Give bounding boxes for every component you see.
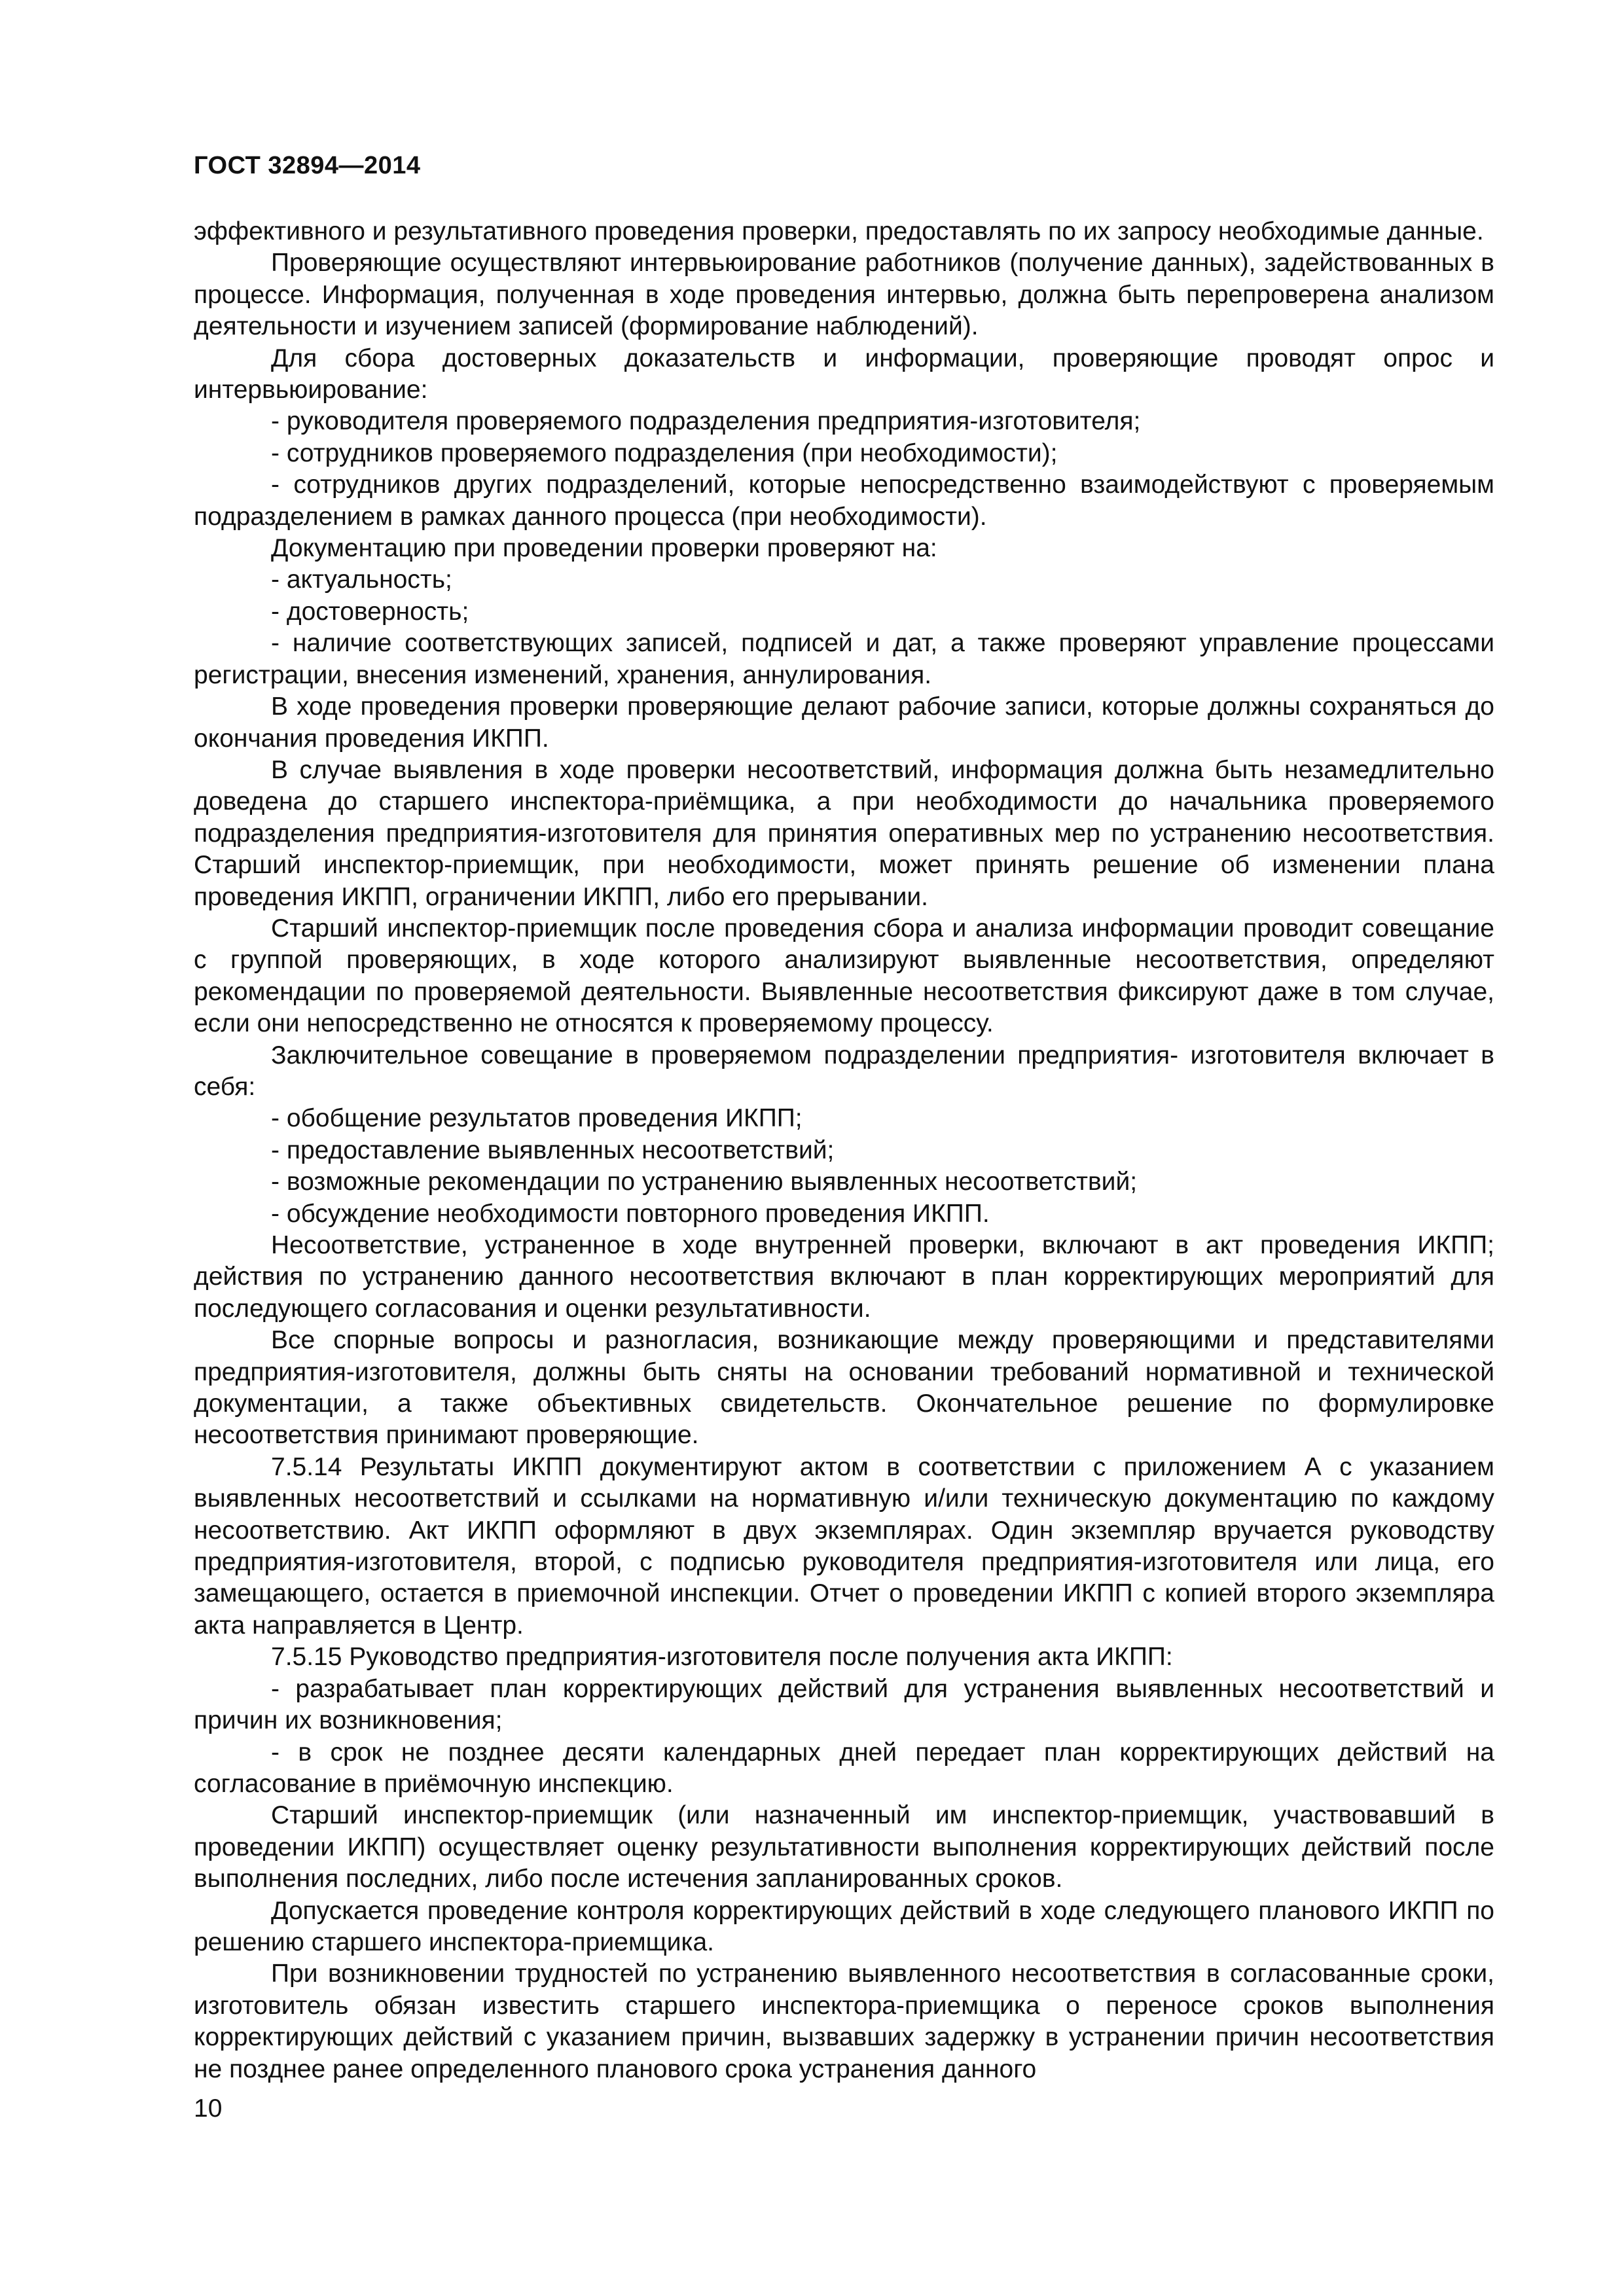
- document-body: [194, 216, 1494, 2085]
- list-item: - разрабатывает план корректирующих действий для устранения выявленных несоответствий и причин их возникновения;: [194, 1674, 1494, 1735]
- paragraph: В случае выявления в ходе проверки несоответствий, информация должна быть незамедлительно доведена до старшего инспектора-приёмщика, а при необходимости до начальника проверяемого подразделения предприятия-изготовителя для принятия оперативных мер по устранению несоответствия. Старший инспектор-приемщик, при необходимости, может принять решение об изменении плана проведения ИКПП, ограничении ИКПП, либо его прерывании.: [194, 755, 1494, 911]
- paragraph: Допускается проведение контроля корректирующих действий в ходе следующего планового ИКПП по решению старшего инспектора-приемщика.: [194, 1896, 1494, 1956]
- page-number: 10: [194, 2094, 223, 2123]
- paragraph: Заключительное совещание в проверяемом подразделении предприятия- изготовителя включает в себя:: [194, 1041, 1494, 1101]
- list-item: - возможные рекомендации по устранению выявленных несоответствий;: [271, 1168, 1138, 1196]
- document-header: ГОСТ 32894—2014: [194, 152, 421, 179]
- paragraph: эффективного и результативного проведения проверки, предоставлять по их запросу необходимые данные.: [194, 217, 1484, 245]
- list-item: - наличие соответствующих записей, подписей и дат, а также проверяют управление процессами регистрации, внесения изменений, хранения, аннулирования.: [194, 629, 1494, 689]
- list-item: - предоставление выявленных несоответствий;: [271, 1136, 835, 1164]
- list-item: - сотрудников проверяемого подразделения (при необходимости);: [271, 439, 1058, 467]
- paragraph: Все спорные вопросы и разногласия, возникающие между проверяющими и представителями предприятия-изготовителя, должны быть сняты на основании требований нормативной и технической документации, а также объективных свидетельств. Окончательное решение по формулировке несоответствия принимают проверяющие.: [194, 1326, 1494, 1450]
- list-item: - актуальность;: [271, 565, 452, 594]
- paragraph: Старший инспектор-приемщик (или назначенный им инспектор-приемщик, участвовавший в проведении ИКПП) осуществляет оценку результативности выполнения корректирующих действий после выполнения последних, либо после истечения запланированных сроков.: [194, 1801, 1494, 1893]
- paragraph: Для сбора достоверных доказательств и информации, проверяющие проводят опрос и интервьюирование:: [194, 344, 1494, 404]
- paragraph: Несоответствие, устраненное в ходе внутренней проверки, включают в акт проведения ИКПП; действия по устранению данного несоответствия включают в план корректирующих мероприятий для последующего согласования и оценки результативности.: [194, 1231, 1494, 1323]
- clause-7-5-15: 7.5.15 Руководство предприятия-изготовителя после получения акта ИКПП:: [271, 1643, 1173, 1672]
- paragraph: Документацию при проведении проверки проверяют на:: [271, 534, 937, 563]
- list-item: - достоверность;: [271, 597, 469, 626]
- paragraph: Проверяющие осуществляют интервьюирование работников (получение данных), задействованных в процессе. Информация, полученная в ходе проведения интервью, должна быть перепроверена анализом деятельности и изучением записей (формирование наблюдений).: [194, 249, 1494, 341]
- list-item: - обобщение результатов проведения ИКПП;: [271, 1104, 803, 1133]
- paragraph: При возникновении трудностей по устранению выявленного несоответствия в согласованные сроки, изготовитель обязан известить старшего инспектора-приемщика о переносе сроков выполнения корректирующих действий с указанием причин, вызвавших задержку в устранении причин несоответствия не позднее ранее определенного планового срока устранения данного: [194, 1960, 1494, 2083]
- list-item: - обсуждение необходимости повторного проведения ИКПП.: [271, 1199, 990, 1228]
- clause-7-5-14: 7.5.14 Результаты ИКПП документируют актом в соответствии с приложением А с указанием выявленных несоответствий и ссылками на нормативную и/или техническую документацию по каждому несоответствию. Акт ИКПП оформляют в двух экземплярах. Один экземпляр вручается руководству предприятия-изготовителя, второй, с подписью руководителя предприятия-изготовителя или лица, его замещающего, остается в приемочной инспекции. Отчет о проведении ИКПП с копией второго экземпляра акта направляется в Центр.: [194, 1452, 1494, 1640]
- list-item: - в срок не позднее десяти календарных дней передает план корректирующих действий на согласование в приёмочную инспекцию.: [194, 1738, 1494, 1798]
- paragraph: В ходе проведения проверки проверяющие делают рабочие записи, которые должны сохраняться до окончания проведения ИКПП.: [194, 692, 1494, 753]
- paragraph: Старший инспектор-приемщик после проведения сбора и анализа информации проводит совещание с группой проверяющих, в ходе которого анализируют выявленные несоответствия, определяют рекомендации по проверяемой деятельности. Выявленные несоответствия фиксируют даже в том случае, если они непосредственно не относятся к проверяемому процессу.: [194, 914, 1494, 1038]
- list-item: - сотрудников других подразделений, которые непосредственно взаимодействуют с проверяемым подразделением в рамках данного процесса (при необходимости).: [194, 471, 1494, 531]
- list-item: - руководителя проверяемого подразделения предприятия-изготовителя;: [271, 407, 1141, 436]
